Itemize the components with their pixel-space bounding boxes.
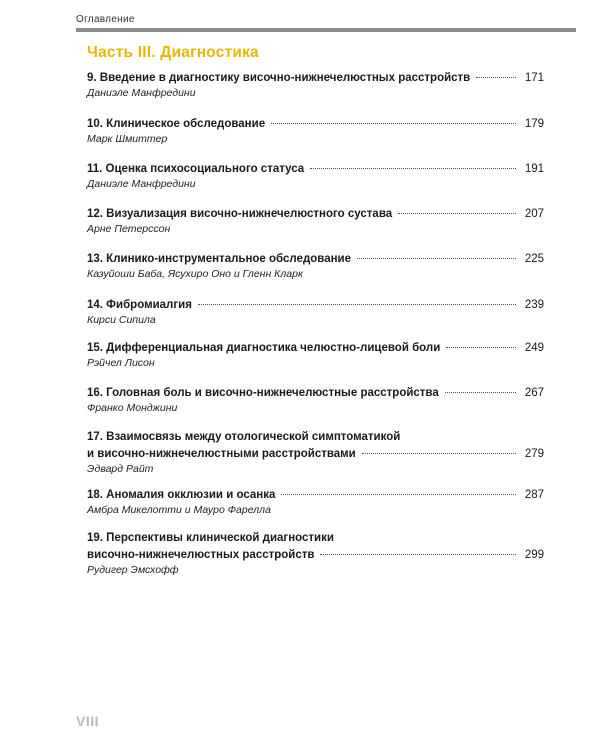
dot-leader [198, 304, 516, 305]
page-number: 171 [524, 72, 544, 84]
chapter-title: 10. Клиническое обследование [87, 118, 266, 130]
chapter-title-line-2: височно-нижнечелюстных расстройств [87, 549, 315, 561]
chapter-title: 9. Введение в диагностику височно-нижнечелюстных расстройств [87, 72, 471, 84]
dot-leader [281, 494, 516, 495]
part-title: Часть III. Диагностика [87, 44, 259, 61]
dot-leader [476, 77, 516, 78]
toc-entry-12[interactable] [87, 206, 544, 251]
chapter-author: Рудигер Эмсхофф [87, 564, 179, 576]
header-rule [76, 28, 576, 32]
chapter-title-line-2: и височно-нижнечелюстными расстройствами [87, 448, 356, 460]
table-of-contents [87, 70, 544, 580]
chapter-title: 18. Аномалия окклюзии и осанка [87, 489, 276, 501]
toc-entry-9[interactable] [87, 70, 544, 116]
toc-entry-18[interactable] [87, 487, 544, 530]
toc-entry-15[interactable] [87, 340, 544, 385]
toc-entry-17[interactable] [87, 429, 544, 487]
chapter-author: Франко Монджини [87, 402, 178, 414]
chapter-title: 12. Визуализация височно-нижнечелюстного сустава [87, 208, 393, 220]
dot-leader [362, 453, 516, 454]
chapter-author: Марк Шмиттер [87, 133, 168, 145]
chapter-author: Амбра Микелотти и Мауро Фарелла [87, 504, 271, 516]
dot-leader [271, 123, 516, 124]
dot-leader [357, 258, 516, 259]
dot-leader [446, 347, 516, 348]
chapter-title-line-1: 17. Взаимосвязь между отологической симптоматикой [87, 431, 401, 443]
toc-entry-16[interactable] [87, 385, 544, 429]
chapter-author: Даниэле Манфредини [87, 87, 196, 99]
page-number: 207 [524, 208, 544, 220]
toc-entry-14[interactable] [87, 297, 544, 340]
chapter-title: 13. Клинико-инструментальное обследование [87, 253, 351, 265]
page-number: 239 [524, 299, 544, 311]
chapter-title: 14. Фибромиалгия [87, 299, 192, 311]
chapter-author: Даниэле Манфредини [87, 178, 196, 190]
chapter-author: Рэйчел Лисон [87, 357, 155, 369]
folio-page-number: VIII [76, 713, 100, 729]
chapter-author: Кирси Сипила [87, 314, 156, 326]
chapter-title: 11. Оценка психосоциального статуса [87, 163, 305, 175]
chapter-title: 15. Дифференциальная диагностика челюстно-лицевой боли [87, 342, 441, 354]
dot-leader [310, 168, 516, 169]
toc-entry-19[interactable] [87, 530, 544, 580]
chapter-title-line-1: 19. Перспективы клинической диагностики [87, 532, 334, 544]
chapter-title: 16. Головная боль и височно-нижнечелюстные расстройства [87, 387, 439, 399]
page-number: 279 [524, 448, 544, 460]
page-number: 179 [524, 118, 544, 130]
toc-entry-13[interactable] [87, 251, 544, 297]
page-number: 267 [524, 387, 544, 399]
chapter-author: Эдвард Райт [87, 463, 154, 475]
page-number: 191 [524, 163, 544, 175]
dot-leader [445, 392, 516, 393]
toc-entry-10[interactable] [87, 116, 544, 161]
page-number: 299 [524, 549, 544, 561]
page-number: 249 [524, 342, 544, 354]
chapter-author: Арне Петерссон [87, 223, 171, 235]
dot-leader [398, 213, 516, 214]
page-number: 225 [524, 253, 544, 265]
chapter-author: Казуйоши Баба, Ясухиро Оно и Гленн Кларк [87, 268, 303, 280]
dot-leader [320, 554, 516, 555]
running-header: Оглавление [76, 14, 135, 25]
page-number: 287 [524, 489, 544, 501]
toc-entry-11[interactable] [87, 161, 544, 206]
